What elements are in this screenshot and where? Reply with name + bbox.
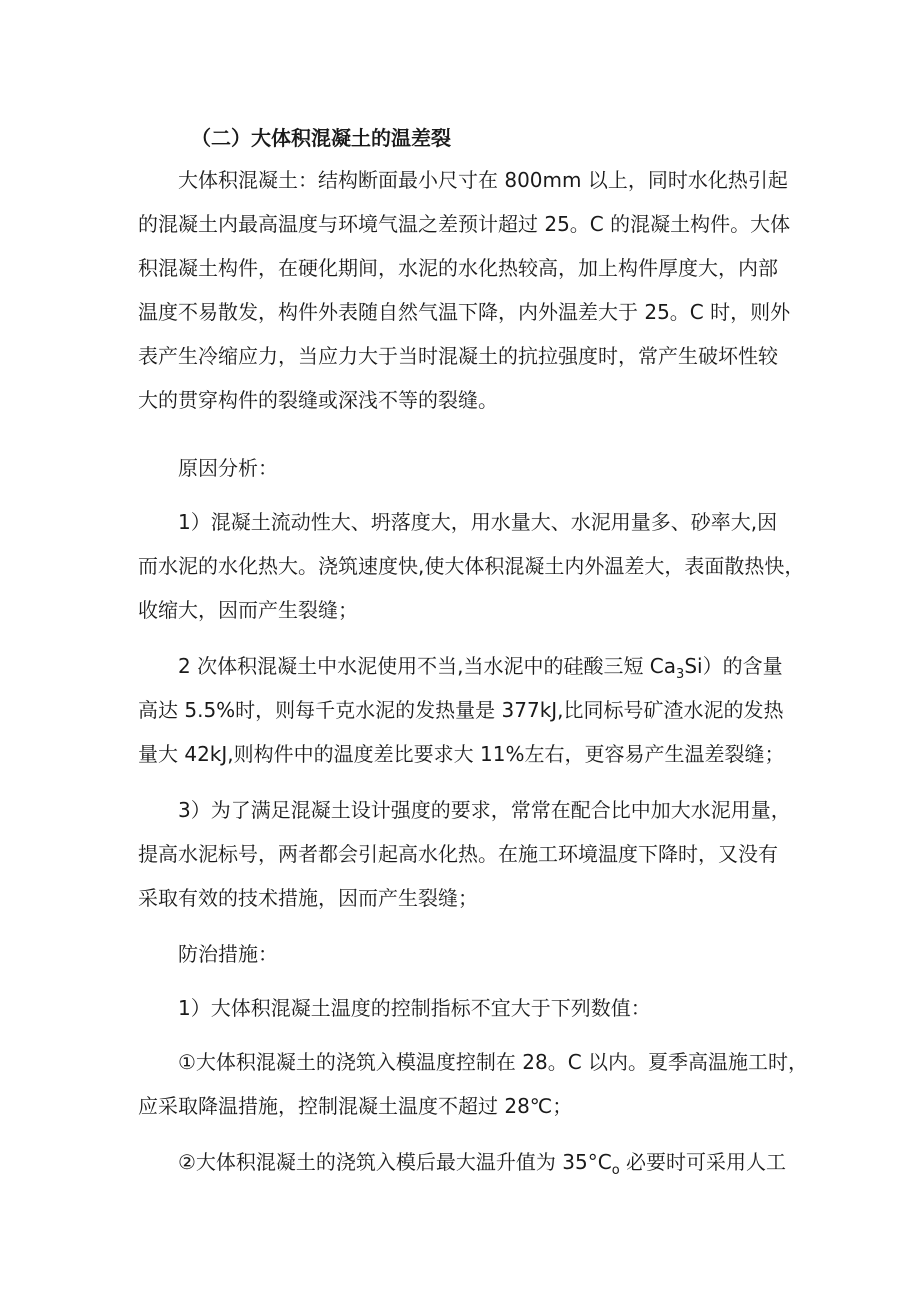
text-line: 防治措施： — [178, 942, 278, 966]
text-segment: ②大体积混凝土的浇筑入模后最大温升值为 35°C — [178, 1150, 612, 1174]
paragraph-measure-1 — [138, 986, 788, 1030]
section-heading: （二）大体积混凝土的温差裂 — [191, 126, 451, 150]
text-line: 1）混凝土流动性大、坍落度大，用水量大、水泥用量多、砂率大,因 — [178, 510, 778, 534]
text-line: 表产生冷缩应力，当应力大于当时混凝土的抗拉强度时，常产生破坏性较 — [138, 344, 778, 368]
paragraph-measure-1a — [138, 1040, 809, 1128]
text-line: 提高水泥标号，两者都会引起高水化热。在施工环境温度下降时，又没有 — [138, 842, 778, 866]
text-line: 应采取降温措施，控制混凝土温度不超过 28℃； — [138, 1094, 573, 1118]
text-line: 量大 42kJ,则构件中的温度差比要求大 11%左右，更容易产生温差裂缝； — [138, 742, 785, 766]
paragraph-measures-title — [138, 932, 788, 976]
text-line: 积混凝土构件，在硬化期间，水泥的水化热较高，加上构件厚度大，内部 — [138, 256, 778, 280]
subscript: o — [611, 1163, 620, 1178]
text-segment: 2 次体积混凝土中水泥使用不当,当水泥中的硅酸三短 Ca — [178, 654, 677, 678]
text-line: 而水泥的水化热大。浇筑速度快,使大体积混凝土内外温差大，表面散热快， — [138, 554, 805, 578]
text-line: 温度不易散发，构件外表随自然气温下降，内外温差大于 25。C 时，则外 — [138, 300, 791, 324]
text-line: 大的贯穿构件的裂缝或深浅不等的裂缝。 — [138, 388, 498, 412]
paragraph-cause-title — [138, 446, 788, 490]
text-line: 的混凝土内最高温度与环境气温之差预计超过 25。C 的混凝土构件。大体 — [138, 212, 791, 236]
paragraph-cause-2 — [138, 644, 788, 776]
text-line: 大体积混凝土：结构断面最小尺寸在 800mm 以上，同时水化热引起 — [178, 168, 788, 192]
paragraph-cause-3 — [138, 788, 791, 920]
text-line: 采取有效的技术措施，因而产生裂缝； — [138, 886, 478, 910]
text-line: 高达 5.5%时，则每千克水泥的发热量是 377kJ,比同标号矿渣水泥的发热 — [138, 698, 784, 722]
text-line — [138, 1140, 788, 1184]
text-line: 收缩大，因而产生裂缝； — [138, 598, 358, 622]
paragraph-definition — [138, 158, 791, 422]
text-line: ①大体积混凝土的浇筑入模温度控制在 28。C 以内。夏季高温施工时， — [178, 1050, 809, 1074]
subscript: 3 — [676, 667, 685, 682]
text-line: 3）为了满足混凝土设计强度的要求，常常在配合比中加大水泥用量， — [178, 798, 791, 822]
text-segment: Si）的含量 — [684, 654, 783, 678]
paragraph-cause-1 — [138, 500, 805, 632]
text-line: 原因分析： — [178, 456, 278, 480]
text-line: 1）大体积混凝土温度的控制指标不宜大于下列数值： — [178, 996, 651, 1020]
text-segment: 必要时可采用人工 — [619, 1150, 787, 1174]
paragraph-measure-1b — [138, 1140, 788, 1184]
text-line — [138, 644, 788, 688]
